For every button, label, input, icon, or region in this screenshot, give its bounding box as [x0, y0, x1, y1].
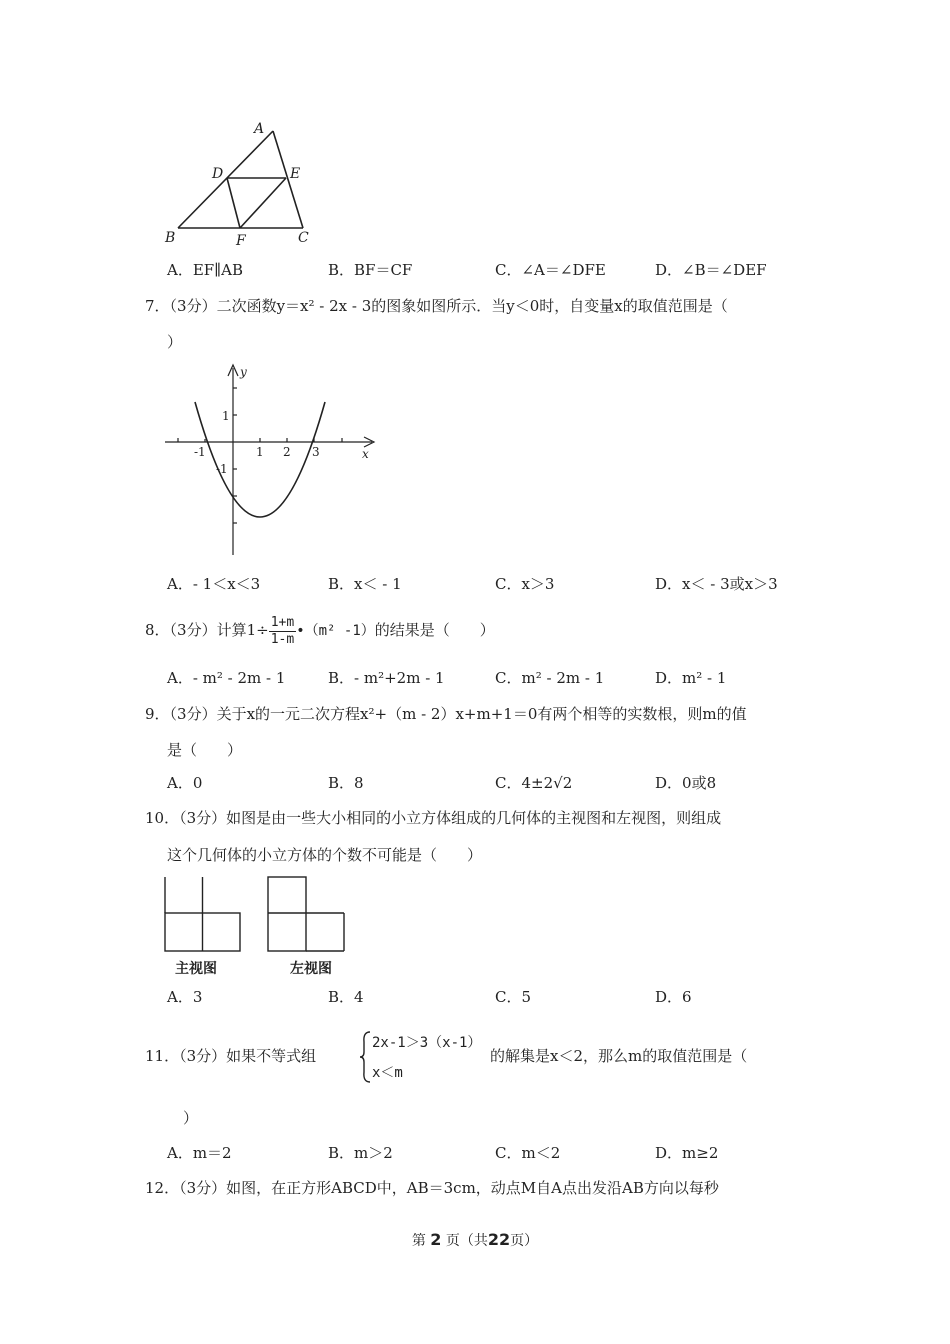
footer-pre: 第 [411, 1233, 426, 1249]
q8-option-a: A．- m² - 2m - 1 [167, 669, 286, 687]
page-footer [0, 1230, 950, 1250]
q7-option-a: A．- 1＜x＜3 [167, 575, 261, 593]
q7-option-d: D．x＜ - 3或x＞3 [655, 575, 778, 593]
q11-inequality-1: 2x-1＞3（x-1） [372, 1035, 482, 1051]
q8-fraction [269, 615, 296, 648]
footer-mid: 页（共 [445, 1233, 488, 1249]
main-view-figure [163, 875, 243, 955]
q10-option-c: C．5 [495, 988, 532, 1006]
q9-stem-line2: 是（ ） [167, 741, 243, 759]
brace-icon [359, 1030, 371, 1084]
q6-option-a: A．EF∥AB [167, 261, 243, 279]
tick-y-minus1: -1 [216, 462, 228, 476]
q11-stem-line2: ） [183, 1109, 199, 1127]
footer-total-pages: 22 [487, 1230, 511, 1249]
label-E: E [290, 166, 301, 182]
axis-y-label: y [240, 365, 247, 379]
q8-option-d: D．m² - 1 [655, 669, 727, 687]
q11-option-d: D．m≥2 [655, 1144, 719, 1162]
parabola-graph [160, 360, 380, 560]
label-C: C [298, 230, 309, 246]
footer-page-number: 2 [430, 1230, 442, 1249]
footer-post: 页） [510, 1233, 539, 1249]
q11-suffix: 的解集是x＜2，那么m的取值范围是（ [490, 1047, 748, 1065]
q11-option-c: C．m＜2 [495, 1144, 561, 1162]
axis-x-label: x [362, 447, 369, 461]
q7-stem-line2: ） [167, 333, 183, 351]
caption-main-view: 主视图 [175, 961, 217, 977]
q10-option-a: A．3 [167, 988, 203, 1006]
q11-option-a: A．m＝2 [167, 1144, 232, 1162]
q9-stem-line1: 9．（3分）关于x的一元二次方程x²+（m - 2）x+m+1＝0有两个相等的实数根，则m的值 [145, 705, 747, 723]
left-view-figure [266, 875, 346, 955]
q9-option-a: A．0 [167, 774, 203, 792]
label-F: F [236, 233, 246, 249]
caption-left-view: 左视图 [290, 961, 332, 977]
tick-x-2: 2 [283, 445, 291, 459]
triangle-figure [160, 118, 330, 250]
q10-option-b: B．4 [328, 988, 364, 1006]
q11-option-b: B．m＞2 [328, 1144, 393, 1162]
q10-option-d: D．6 [655, 988, 692, 1006]
tick-x-3: 3 [312, 445, 320, 459]
q8-suffix: 的结果是（ ） [374, 621, 495, 639]
q10-stem-line1: 10．（3分）如图是由一些大小相同的小立方体组成的几何体的主视图和左视图，则组成 [145, 809, 722, 827]
tick-y-1: 1 [222, 409, 230, 423]
q7-stem-line1: 7．（3分）二次函数y＝x² - 2x - 3的图象如图所示．当y＜0时，自变量x的取值范围是（ [145, 297, 728, 315]
q6-option-c: C．∠A＝∠DFE [495, 261, 606, 279]
q8-option-b: B．- m²+2m - 1 [328, 669, 445, 687]
q8-stem [145, 610, 495, 651]
q9-option-b: B．8 [328, 774, 364, 792]
q8-middle: •（m² -1） [296, 623, 375, 639]
q8-option-c: C．m² - 2m - 1 [495, 669, 605, 687]
tick-x-minus1: -1 [194, 445, 206, 459]
q8-frac-den: 1-m [270, 631, 295, 647]
label-B: B [165, 230, 176, 246]
q7-option-c: C．x＞3 [495, 575, 555, 593]
q11-prefix: 11．（3分）如果不等式组 [145, 1047, 317, 1065]
label-A: A [254, 121, 265, 137]
q9-option-d: D．0或8 [655, 774, 717, 792]
q8-prefix: 8．（3分）计算1÷ [145, 621, 269, 639]
q8-frac-num: 1+m [270, 614, 295, 630]
q6-option-d: D．∠B＝∠DEF [655, 261, 767, 279]
q12-stem-line1: 12．（3分）如图，在正方形ABCD中，AB＝3cm，动点M自A点出发沿AB方向以每秒 [145, 1179, 719, 1197]
q9-option-c: C．4±2√2 [495, 774, 573, 792]
q7-option-b: B．x＜ - 1 [328, 575, 402, 593]
tick-x-1: 1 [256, 445, 264, 459]
q11-inequality-2: x＜m [372, 1065, 403, 1081]
q6-option-b: B．BF＝CF [328, 261, 413, 279]
label-D: D [212, 166, 224, 182]
q10-stem-line2: 这个几何体的小立方体的个数不可能是（ ） [167, 846, 483, 864]
